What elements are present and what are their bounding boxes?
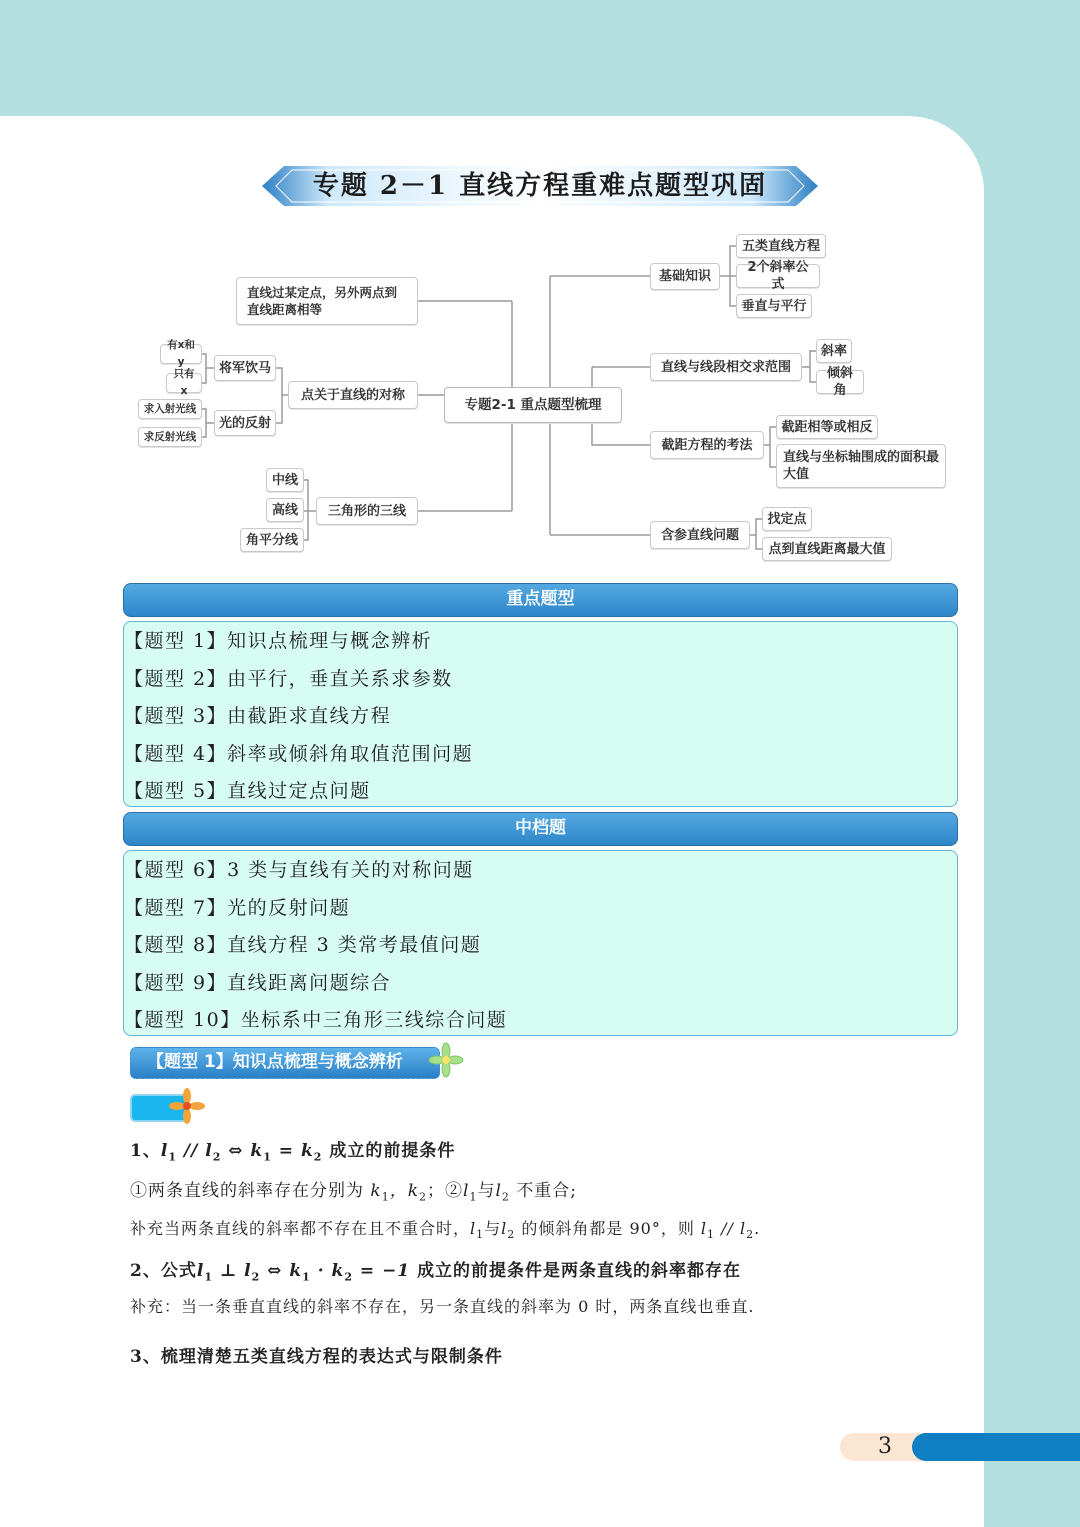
mindmap-altitude: 高线 bbox=[266, 498, 304, 522]
orange-flower-icon bbox=[168, 1088, 206, 1124]
mindmap-median: 中线 bbox=[266, 468, 304, 492]
paragraph-1: 1、$l_1 // l_2$ ⇔ $k_1 = k_2$ 成立的前提条件 bbox=[130, 1141, 456, 1164]
mindmap-parametric-line: 含参直线问题 bbox=[650, 521, 750, 549]
mindmap-find-fixed-point: 找定点 bbox=[762, 507, 812, 531]
paragraph-6: 3、梳理清楚五类直线方程的表达式与限制条件 bbox=[130, 1347, 503, 1367]
mindmap-inclination-angle: 倾斜角 bbox=[816, 370, 864, 394]
medium-types-header: 中档题 bbox=[123, 812, 958, 846]
key-types-list bbox=[123, 621, 958, 807]
mindmap-slope: 斜率 bbox=[816, 339, 852, 363]
mindmap-center-node: 专题2-1 重点题型梳理 bbox=[444, 387, 622, 423]
medium-types-list bbox=[123, 850, 958, 1036]
title-banner bbox=[262, 162, 818, 210]
mindmap-light-reflection: 光的反射 bbox=[214, 410, 276, 436]
page-number: 3 bbox=[840, 1433, 930, 1461]
mindmap-five-line-equations: 五类直线方程 bbox=[736, 234, 826, 258]
mindmap-has-x-y: 有x和y bbox=[160, 344, 202, 364]
mindmap-basic-knowledge: 基础知识 bbox=[650, 263, 720, 290]
mindmap-perpendicular-parallel: 垂直与平行 bbox=[736, 294, 812, 318]
mindmap-area-max-value: 直线与坐标轴围成的面积最大值 bbox=[776, 444, 946, 488]
list-item: 【题型 8】直线方程 3 类常考最值问题 bbox=[124, 934, 482, 956]
paragraph-2: ①两条直线的斜率存在分别为 $k_1$，$k_2$；$②l_1$与$l_2$ 不重合; bbox=[130, 1181, 578, 1204]
mindmap-triangle-three-lines: 三角形的三线 bbox=[316, 497, 418, 525]
mindmap-angle-bisector: 角平分线 bbox=[240, 528, 304, 552]
mindmap-point-line-distance-max: 点到直线距离最大值 bbox=[762, 537, 892, 561]
list-item: 【题型 7】光的反射问题 bbox=[124, 896, 351, 919]
paragraph-4: 2、公式$l_1$ ⊥ $l_2$ ⇔ $k_1 \cdot k_2 = -1$ 成立的前提条件是两条直线的斜率都存在 bbox=[130, 1261, 742, 1284]
list-item: 【题型 3】由截距求直线方程 bbox=[124, 705, 392, 727]
mindmap-fixed-point-distance: 直线过某定点，另外两点到直线距离相等 bbox=[236, 277, 418, 325]
mindmap-line-segment-intersection: 直线与线段相交求范围 bbox=[650, 353, 802, 381]
mindmap-two-slope-formulas: 2个斜率公式 bbox=[736, 264, 820, 288]
page-footer-bar bbox=[912, 1433, 1080, 1461]
list-item: 【题型 2】由平行，垂直关系求参数 bbox=[124, 667, 453, 690]
list-item: 【题型 4】斜率或倾斜角取值范围问题 bbox=[124, 742, 474, 765]
list-item: 【题型 6】3 类与直线有关的对称问题 bbox=[124, 859, 474, 881]
mindmap-general-drinking-horse: 将军饮马 bbox=[214, 355, 276, 381]
list-item: 【题型 1】知识点梳理与概念辨析 bbox=[124, 630, 433, 652]
mindmap-intercepts-equal-opposite: 截距相等或相反 bbox=[776, 415, 878, 439]
page-title: 专题 2－1 直线方程重难点题型巩固 bbox=[312, 171, 768, 201]
mindmap-incident-ray: 求入射光线 bbox=[138, 399, 202, 419]
list-item: 【题型 10】坐标系中三角形三线综合问题 bbox=[124, 1009, 508, 1031]
mindmap-intercept-exam: 截距方程的考法 bbox=[650, 431, 764, 459]
mindmap-symmetry: 点关于直线的对称 bbox=[288, 381, 418, 409]
list-item: 【题型 5】直线过定点问题 bbox=[124, 780, 371, 802]
section-tag: 【题型 1】知识点梳理与概念辨析 bbox=[130, 1047, 440, 1079]
mind-map bbox=[0, 225, 1080, 570]
mindmap-reflected-ray: 求反射光线 bbox=[138, 427, 202, 447]
paragraph-3: 补充当两条直线的斜率都不存在且不重合时，$l_1$与$l_2$ 的倾斜角都是 90°，则 $l_1 // l_2$. bbox=[130, 1219, 761, 1242]
mindmap-only-x: 只有x bbox=[166, 373, 202, 393]
flower-icon bbox=[426, 1042, 466, 1078]
list-item: 【题型 9】直线距离问题综合 bbox=[124, 971, 392, 994]
paragraph-5: 补充：当一条垂直直线的斜率不存在，另一条直线的斜率为 0 时，两条直线也垂直. bbox=[130, 1297, 755, 1316]
key-types-header: 重点题型 bbox=[123, 583, 958, 617]
